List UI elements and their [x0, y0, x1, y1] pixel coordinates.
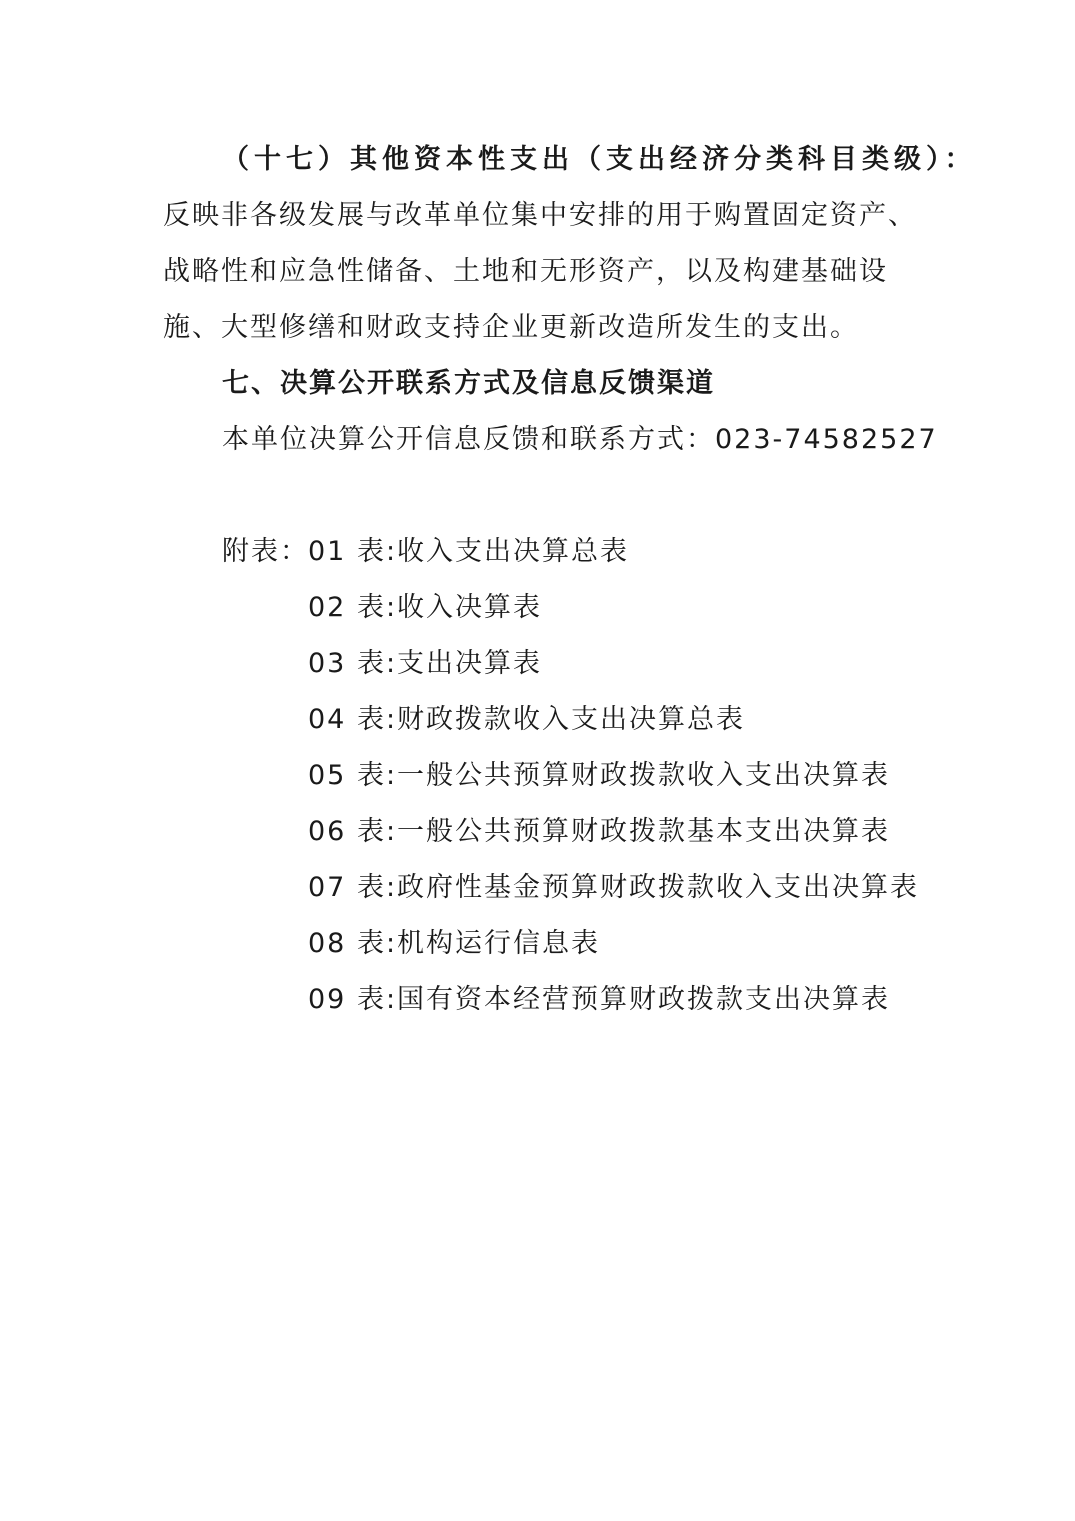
appendix-item-03: 03 表:支出决算表 [308, 648, 543, 679]
section-7-heading: 七、决算公开联系方式及信息反馈渠道 [222, 368, 715, 399]
appendix-label: 附表： [222, 536, 309, 567]
appendix-item-06: 06 表:一般公共预算财政拨款基本支出决算表 [308, 816, 891, 847]
section-17-heading: （十七）其他资本性支出（支出经济分类科目类级）： [222, 144, 977, 175]
section-17-body-line-3: 施、大型修缮和财政支持企业更新改造所发生的支出。 [163, 312, 859, 343]
appendix-item-08: 08 表:机构运行信息表 [308, 928, 601, 959]
appendix-list [222, 532, 919, 1036]
appendix-row [222, 924, 919, 980]
appendix-row [222, 588, 919, 644]
appendix-row [222, 532, 919, 588]
appendix-item-07: 07 表:政府性基金预算财政拨款收入支出决算表 [308, 872, 920, 903]
appendix-item-01: 01 表:收入支出决算总表 [308, 536, 630, 567]
section-17-body-line-1: 反映非各级发展与改革单位集中安排的用于购置固定资产、 [163, 200, 917, 231]
appendix-row [222, 644, 919, 700]
appendix-row [222, 756, 919, 812]
appendix-item-09: 09 表:国有资本经营预算财政拨款支出决算表 [308, 984, 891, 1015]
appendix-item-02: 02 表:收入决算表 [308, 592, 543, 623]
appendix-row [222, 980, 919, 1036]
appendix-row [222, 812, 919, 868]
appendix-item-04: 04 表:财政拨款收入支出决算总表 [308, 704, 746, 735]
appendix-row [222, 700, 919, 756]
section-17-body-line-2: 战略性和应急性储备、土地和无形资产，以及构建基础设 [163, 256, 888, 287]
contact-info: 本单位决算公开信息反馈和联系方式：023-74582527 [222, 424, 938, 455]
appendix-row [222, 868, 919, 924]
appendix-item-05: 05 表:一般公共预算财政拨款收入支出决算表 [308, 760, 891, 791]
